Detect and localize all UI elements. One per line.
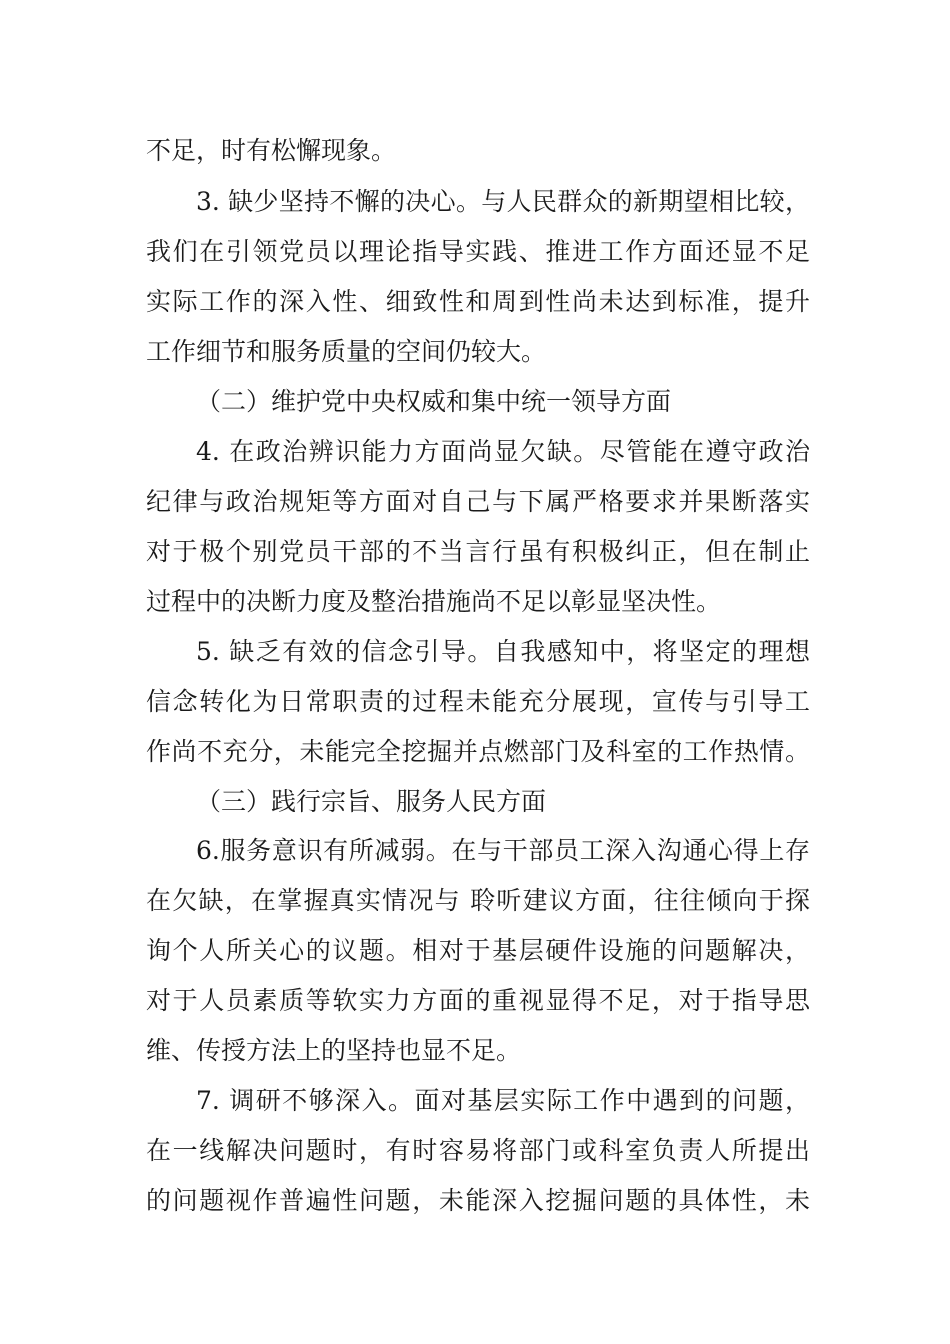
paragraph-line: 7. 调研不够深入。面对基层实际工作中遇到的问题， <box>196 1086 810 1115</box>
paragraph-line: 过程中的决断力度及整治措施尚不足以彰显坚决性。 <box>146 587 722 616</box>
paragraph-line: 4. 在政治辨识能力方面尚显欠缺。尽管能在遵守政治 <box>196 437 810 466</box>
paragraph-line: 对于极个别党员干部的不当言行虽有积极纠正，但在制止 <box>146 537 810 566</box>
paragraph-line: 在欠缺，在掌握真实情况与 聆听建议方面，往往倾向于探 <box>146 886 810 915</box>
paragraph-line: 实际工作的深入性、细致性和周到性尚未达到标准，提升 <box>146 287 810 316</box>
paragraph-line: 6.服务意识有所减弱。在与干部员工深入沟通心得上存 <box>196 836 810 865</box>
paragraph-line: 工作细节和服务质量的空间仍较大。 <box>146 337 547 366</box>
paragraph-line: 信念转化为日常职责的过程未能充分展现，宣传与引导工 <box>146 687 810 716</box>
paragraph-line: 纪律与政治规矩等方面对自己与下属严格要求并果断落实 <box>146 487 810 516</box>
paragraph-line: 我们在引领党员以理论指导实践、推进工作方面还显不足 <box>146 237 810 266</box>
paragraph-line: 询个人所关心的议题。相对于基层硬件设施的问题解决， <box>146 936 810 965</box>
paragraph-line: 5. 缺乏有效的信念引导。自我感知中，将坚定的理想 <box>196 637 810 666</box>
section-heading: （二）维护党中央权威和集中统一领导方面 <box>196 387 672 416</box>
section-heading: （三）践行宗旨、服务人民方面 <box>196 787 547 816</box>
paragraph-line: 在一线解决问题时，有时容易将部门或科室负责人所提出 <box>146 1136 810 1165</box>
paragraph-line: 作尚不充分，未能完全挖掘并点燃部门及科室的工作热情。 <box>146 737 810 766</box>
paragraph-line: 3. 缺少坚持不懈的决心。与人民群众的新期望相比较， <box>196 187 810 216</box>
paragraph-line: 的问题视作普遍性问题，未能深入挖掘问题的具体性，未 <box>146 1186 810 1215</box>
paragraph-line: 对于人员素质等软实力方面的重视显得不足，对于指导思 <box>146 986 810 1015</box>
paragraph-line: 不足，时有松懈现象。 <box>146 136 397 165</box>
paragraph-line: 维、传授方法上的坚持也显不足。 <box>146 1036 522 1065</box>
